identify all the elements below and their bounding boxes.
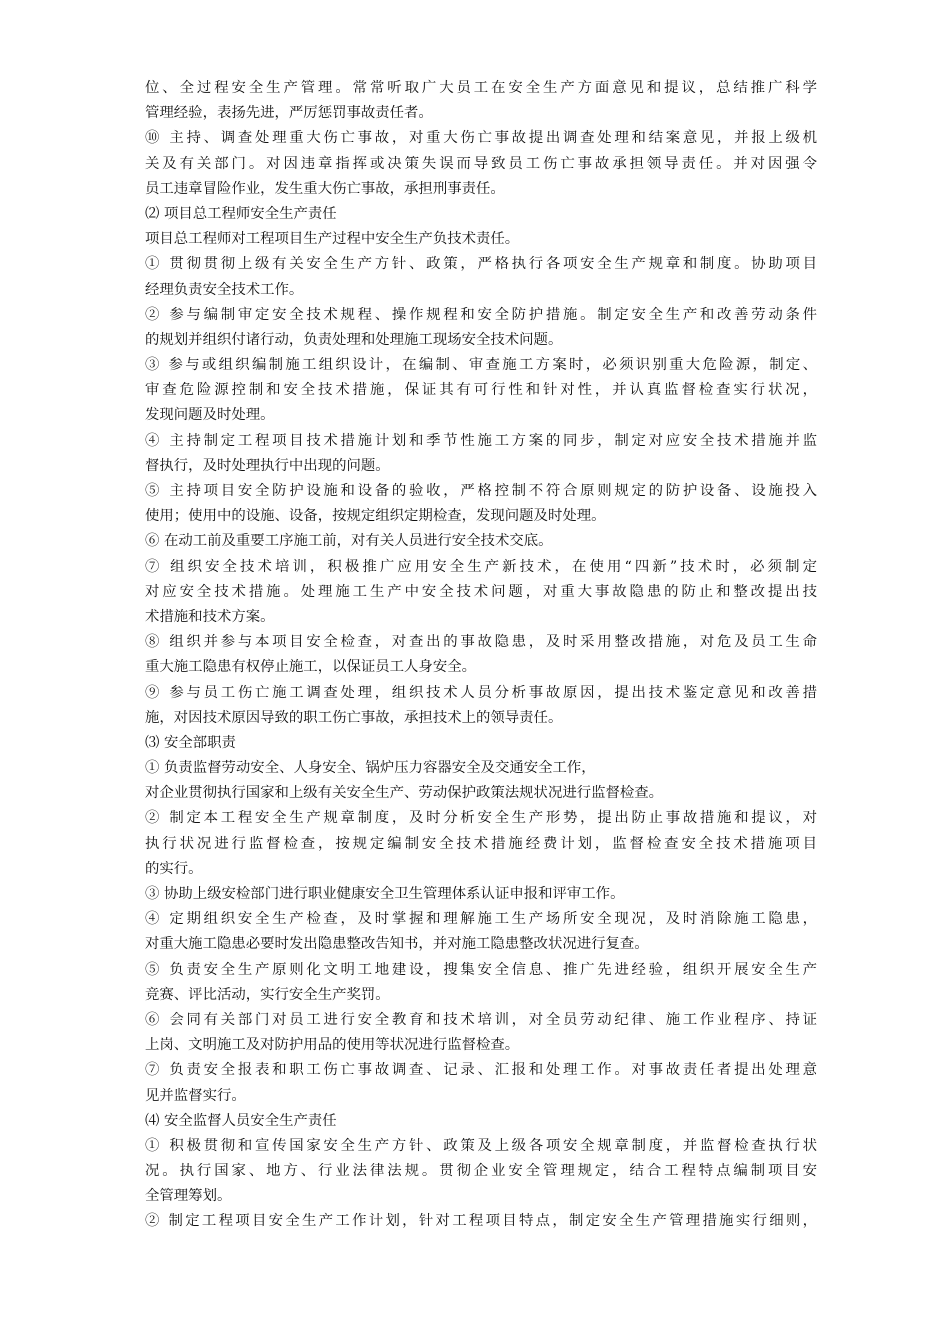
text-line: 重大施工隐患有权停止施工，以保证员工人身安全。 — [145, 659, 476, 676]
text-line: ③ 参与或组织编制施工组织设计，在编制、审查施工方案时，必须识别重大危险源，制定、 — [145, 357, 817, 374]
text-line: 的实行。 — [145, 860, 203, 877]
text-line: ⑥ 在动工前及重要工序施工前，对有关人员进行安全技术交底。 — [145, 533, 553, 550]
text-line: 的规划并组织付诸行动，负责处理和处理施工现场安全技术问题。 — [145, 331, 563, 348]
text-line: 对企业贯彻执行国家和上级有关安全生产、劳动保护政策法规状况进行监督检查。 — [145, 785, 664, 802]
text-line: ⑧ 组织并参与本项目安全检查，对查出的事故隐患，及时采用整改措施，对危及员工生命 — [145, 634, 817, 651]
document-body — [145, 76, 817, 1235]
text-line: ⑷ 安全监督人员安全生产责任 — [145, 1112, 337, 1129]
text-line: 对重大施工隐患必要时发出隐患整改告知书，并对施工隐患整改状况进行复查。 — [145, 936, 649, 953]
text-line: ⑨ 参与员工伤亡施工调查处理，组织技术人员分析事故原因，提出技术鉴定意见和改善措 — [145, 684, 817, 701]
text-line: ⑶ 安全部职责 — [145, 734, 236, 751]
text-line: ④ 定期组织安全生产检查，及时掌握和理解施工生产场所安全现况，及时消除施工隐患， — [145, 911, 817, 928]
text-line: 经理负责安全技术工作。 — [145, 281, 304, 298]
text-line: ⑵ 项目总工程师安全生产责任 — [145, 205, 337, 222]
text-line: ⑦ 组织安全技术培训，积极推广应用安全生产新技术，在使用“四新”技术时，必须制定 — [145, 558, 817, 575]
text-line: ② 制定工程项目安全生产工作计划，针对工程项目特点，制定安全生产管理措施实行细则， — [145, 1213, 817, 1230]
text-line: 况。执行国家、地方、行业法律法规。贯彻企业安全管理规定，结合工程特点编制项目安 — [145, 1163, 817, 1180]
text-line: 审查危险源控制和安全技术措施，保证其有可行性和针对性，并认真监督检查实行状况， — [145, 382, 817, 399]
text-line: 竞赛、评比活动，实行安全生产奖罚。 — [145, 986, 390, 1003]
text-line: ① 贯彻贯彻上级有关安全生产方针、政策，严格执行各项安全生产规章和制度。协助项目 — [145, 256, 817, 273]
text-line: 术措施和技术方案。 — [145, 608, 275, 625]
text-line: 项目总工程师对工程项目生产过程中安全生产负技术责任。 — [145, 231, 520, 248]
text-line: 全管理筹划。 — [145, 1188, 232, 1205]
text-line: 员工违章冒险作业，发生重大伤亡事故，承担刑事责任。 — [145, 180, 505, 197]
text-line: 施，对因技术原因导致的职工伤亡事故，承担技术上的领导责任。 — [145, 709, 563, 726]
text-line: ⑥ 会同有关部门对员工进行安全教育和技术培训，对全员劳动纪律、施工作业程序、持证 — [145, 1011, 817, 1028]
text-line: 管理经验，表扬先进，严厉惩罚事故责任者。 — [145, 105, 433, 122]
text-line: ① 负责监督劳动安全、人身安全、锅炉压力容器安全及交通安全工作， — [145, 760, 596, 777]
text-line: ② 参与编制审定安全技术规程、操作规程和安全防护措施。制定安全生产和改善劳动条件 — [145, 306, 817, 323]
text-line: 使用；使用中的设施、设备，按规定组织定期检查，发现问题及时处理。 — [145, 508, 606, 525]
text-line: 执行状况进行监督检查，按规定编制安全技术措施经费计划，监督检查安全技术措施项目 — [145, 835, 817, 852]
text-line: 上岗、文明施工及对防护用品的使用等状况进行监督检查。 — [145, 1037, 520, 1054]
text-line: ⑤ 负责安全生产原则化文明工地建设，搜集安全信息、推广先进经验，组织开展安全生产 — [145, 961, 817, 978]
text-line: ⑤ 主持项目安全防护设施和设备的验收，严格控制不符合原则规定的防护设备、设施投入 — [145, 483, 817, 499]
text-line: 位、全过程安全生产管理。常常听取广大员工在安全生产方面意见和提议，总结推广科学 — [145, 80, 817, 96]
text-line: ⑦ 负责安全报表和职工伤亡事故调查、记录、汇报和处理工作。对事故责任者提出处理意 — [145, 1062, 817, 1079]
text-line: 督执行，及时处理执行中出现的问题。 — [145, 457, 390, 474]
text-line: ① 积极贯彻和宣传国家安全生产方针、政策及上级各项安全规章制度，并监督检查执行状 — [145, 1137, 817, 1154]
text-line: ② 制定本工程安全生产规章制度，及时分析安全生产形势，提出防止事故措施和提议，对 — [145, 810, 817, 827]
text-line: 见并监督实行。 — [145, 1087, 246, 1104]
text-line: ③ 协助上级安检部门进行职业健康安全卫生管理体系认证申报和评审工作。 — [145, 886, 625, 902]
text-line: 关及有关部门。对因违章指挥或决策失误而导致员工伤亡事故承担领导责任。并对因强令 — [145, 155, 817, 172]
text-line: 对应安全技术措施。处理施工生产中安全技术问题，对重大事故隐患的防止和整改提出技 — [145, 583, 817, 600]
text-line: ⑩ 主持、调查处理重大伤亡事故，对重大伤亡事故提出调查处理和结案意见，并报上级机 — [145, 130, 817, 147]
text-line: 发现问题及时处理。 — [145, 407, 275, 424]
text-line: ④ 主持制定工程项目技术措施计划和季节性施工方案的同步，制定对应安全技术措施并监 — [145, 432, 817, 449]
